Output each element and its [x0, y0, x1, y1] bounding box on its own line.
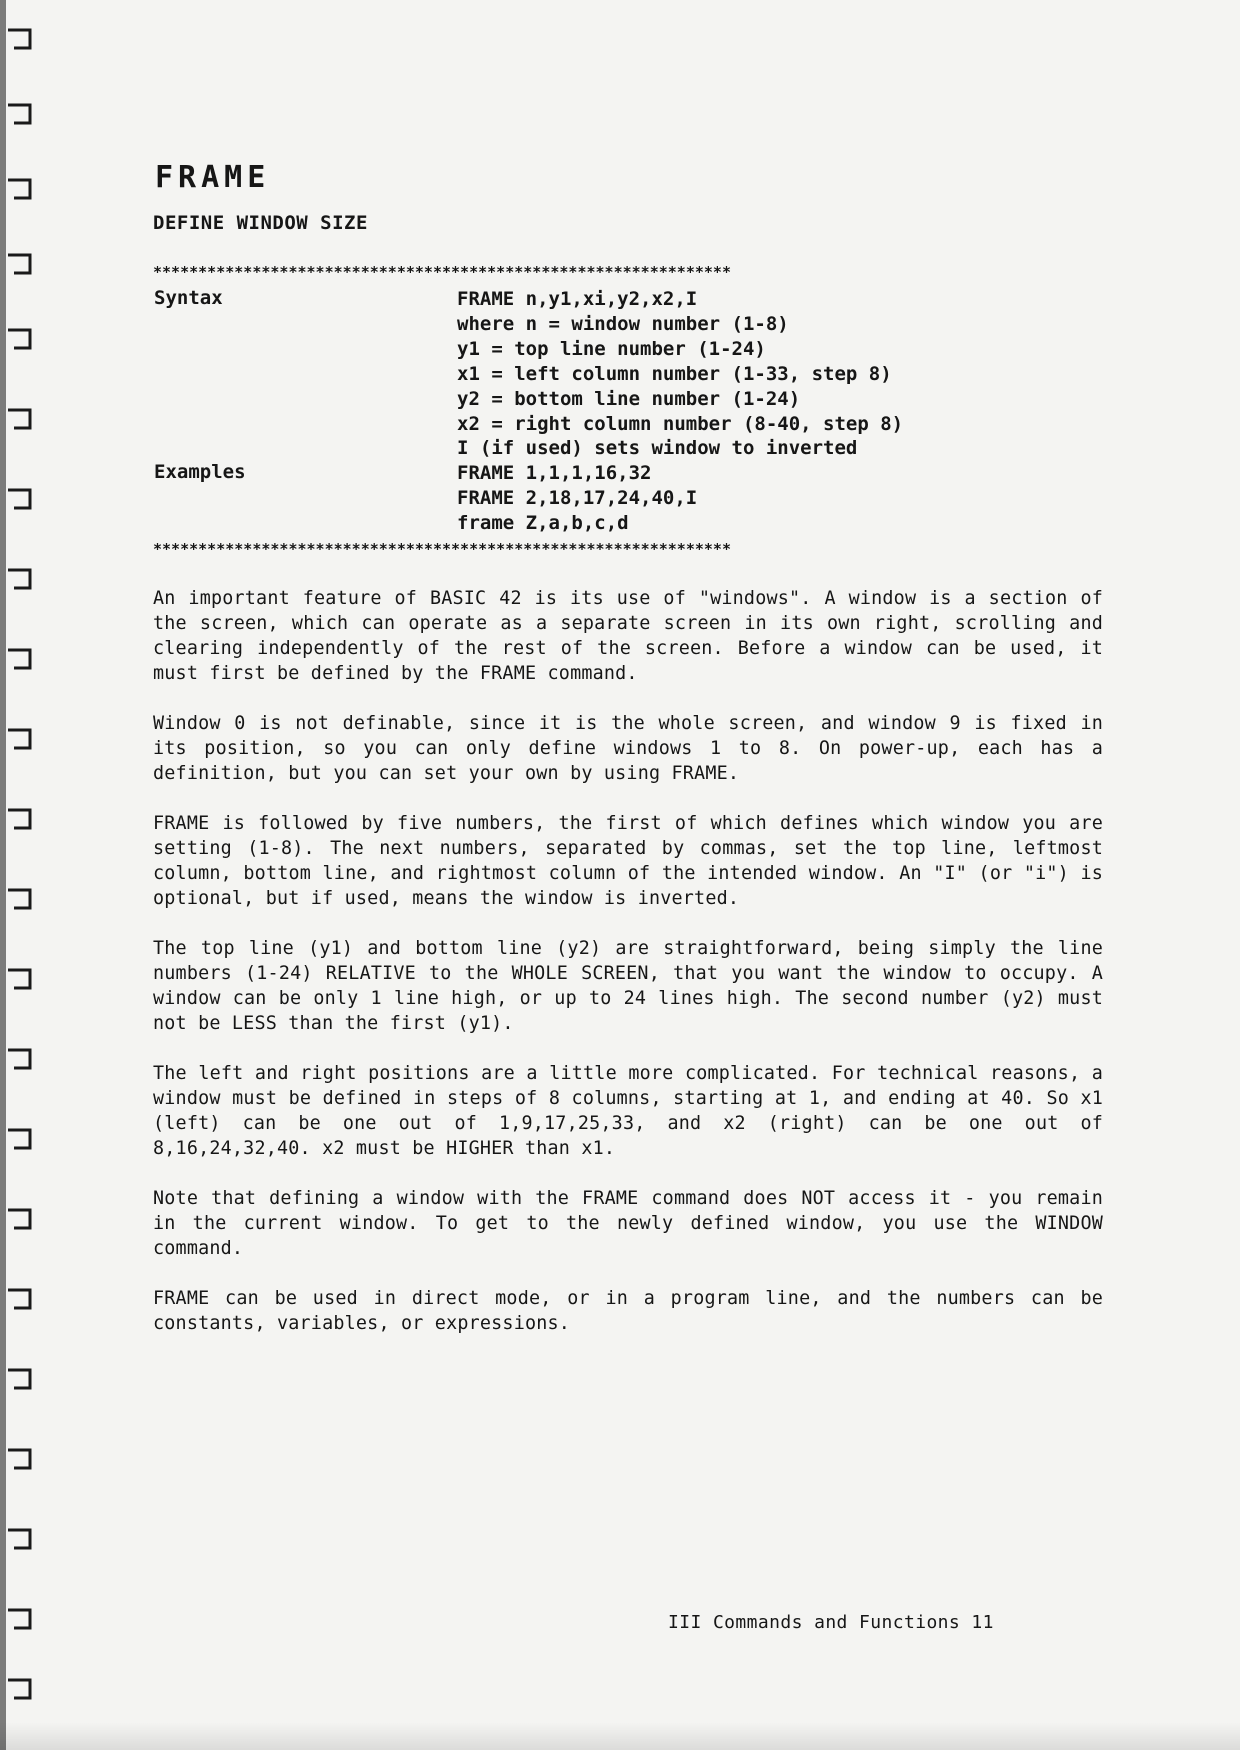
paragraph: Window 0 is not definable, since it is the whole screen, and window 9 is fixed in its position, so you can only define windows 1 to 8. On power-up, each has a definition, but you can set your own by using FRAME. — [153, 713, 1103, 784]
separator-bottom: **************************************************************** — [153, 540, 731, 558]
paragraph: An important feature of BASIC 42 is its use of "windows". A window is a section of the screen, which can operate as a separate screen in its own right, scrolling and clearing independently of the rest of the screen. Before a window can be used, it must first be defined by the FRAME command. — [153, 588, 1103, 684]
spiral-binding — [0, 0, 55, 1750]
example-line: FRAME 2,18,17,24,40,I — [457, 487, 698, 509]
examples-label: Examples — [154, 461, 246, 483]
body-text — [153, 586, 1103, 1361]
paragraph: Note that defining a window with the FRAME command does NOT access it - you remain in the current window. To get to the newly defined window, you use the WINDOW command. — [153, 1188, 1103, 1259]
paragraph: FRAME is followed by five numbers, the first of which defines which window you are setting (1-8). The next numbers, separated by commas, set the top line, leftmost column, bottom line, and rightmost column of the intended window. An "I" (or "i") is optional, but if used, means the window is inverted. — [153, 813, 1103, 909]
page-subtitle: DEFINE WINDOW SIZE — [153, 212, 368, 234]
syntax-line: y2 = bottom line number (1-24) — [457, 388, 801, 410]
example-line: frame Z,a,b,c,d — [457, 512, 629, 534]
page-edge-shadow — [0, 1722, 1240, 1750]
syntax-line: x2 = right column number (8-40, step 8) — [457, 413, 904, 435]
syntax-line: x1 = left column number (1-33, step 8) — [457, 363, 892, 385]
paragraph: The top line (y1) and bottom line (y2) are straightforward, being simply the line numbers (1-24) RELATIVE to the WHOLE SCREEN, that you want the window to occupy. A window can be only 1 line high, or up to 24 lines high. The second number (y2) must not be LESS than the first (y1). — [153, 938, 1103, 1034]
example-line: FRAME 1,1,1,16,32 — [457, 462, 652, 484]
separator-top: **************************************************************** — [153, 263, 731, 281]
syntax-line: y1 = top line number (1-24) — [457, 338, 766, 360]
syntax-line: where n = window number (1-8) — [457, 313, 789, 335]
syntax-line: I (if used) sets window to inverted — [457, 437, 858, 459]
paragraph: The left and right positions are a little more complicated. For technical reasons, a window must be defined in steps of 8 columns, starting at 1, and ending at 40. So x1 (left) can be one out of 1,9,17,25,33, and x2 (right) can be one out of 8,16,24,32,40. x2 must be HIGHER than x1. — [153, 1063, 1103, 1159]
paragraph: FRAME can be used in direct mode, or in a program line, and the numbers can be constants, variables, or expressions. — [153, 1288, 1103, 1334]
page-footer: III Commands and Functions 11 — [668, 1612, 994, 1633]
page-title: FRAME — [155, 160, 271, 195]
syntax-line: FRAME n,y1,xi,y2,x2,I — [457, 288, 698, 310]
syntax-label: Syntax — [154, 287, 223, 309]
